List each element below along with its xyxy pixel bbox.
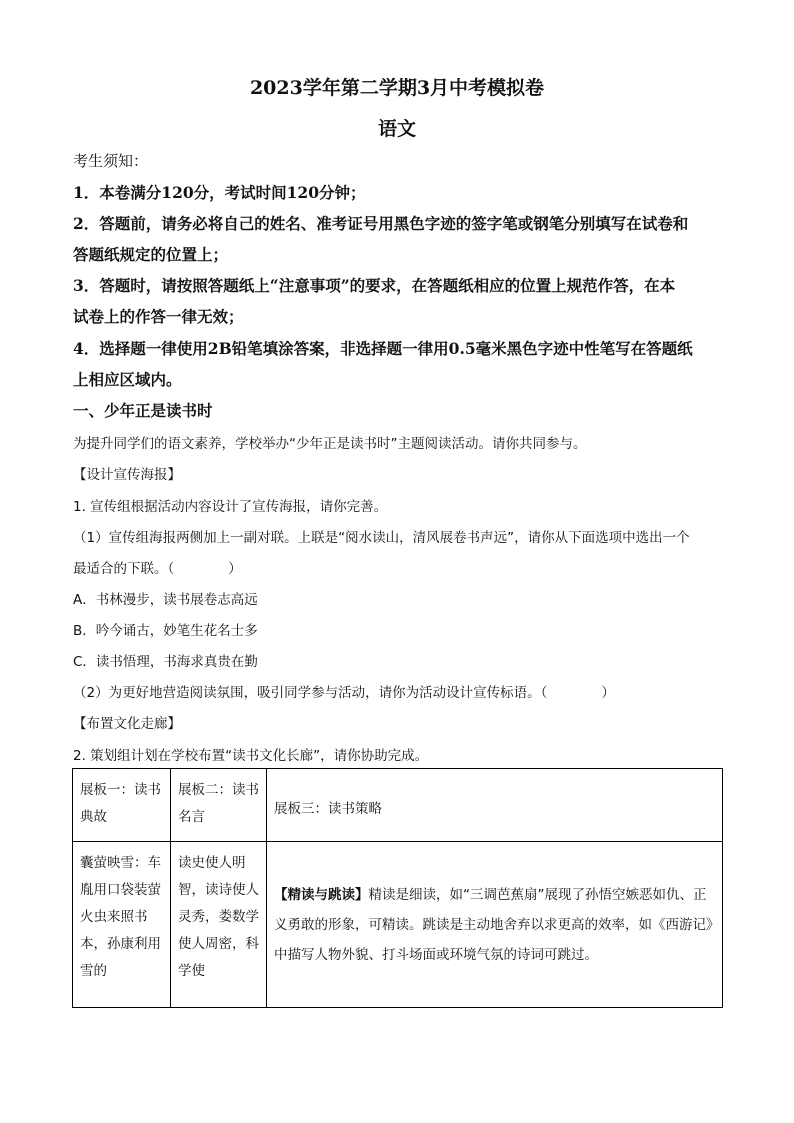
notice-line-4: 3．答题时，请按照答题纸上“注意事项”的要求，在答题纸相应的位置上规范作答，在本: [73, 276, 676, 295]
board-2-quote: 读史使人明智，读诗使人灵秀，娄数学使人周密，科学使: [171, 842, 267, 1008]
notice-line-5: 试卷上的作答一律无效；: [73, 307, 244, 326]
option-b: B．吟今诵古，妙笔生花名士多: [73, 623, 258, 639]
reading-boards-table: [72, 768, 723, 1008]
part-label-poster: 【设计宣传海报】: [73, 467, 181, 483]
table-row: [73, 842, 723, 1008]
board-1-header: 展板一：读书典故: [73, 769, 171, 842]
strategy-tag: 【精读与跳读】: [274, 886, 369, 903]
notice-line-1: 1．本卷满分120分，考试时间120分钟；: [73, 183, 366, 202]
question-1: 1. 宣传组根据活动内容设计了宣传海报，请你完善。: [73, 499, 388, 515]
notice-line-7: 上相应区域内。: [73, 370, 182, 389]
section-intro: 为提升同学们的语文素养，学校举办“少年正是读书时”主题阅读活动。请你共同参与。: [73, 436, 587, 452]
notice-line-2: 2．答题前，请务必将自己的姓名、准考证号用黑色字迹的签字笔或钢笔分别填写在试卷和: [73, 214, 689, 233]
section-heading: 一、少年正是读书时: [73, 401, 213, 420]
question-2: 2. 策划组计划在学校布置“读书文化长廊”，请你协助完成。: [73, 748, 429, 764]
option-c: C．读书悟理，书海求真贵在勤: [73, 654, 258, 670]
board-3-header: 展板三：读书策略: [267, 769, 723, 842]
notice-line-3: 答题纸规定的位置上；: [73, 245, 229, 264]
notice-heading: 考生须知：: [73, 152, 149, 170]
subject-title: 语文: [377, 118, 416, 140]
board-2-header: 展板二：读书名言: [171, 769, 267, 842]
question-1-1-line-2: 最适合的下联。（ ）: [73, 561, 242, 577]
part-label-corridor: 【布置文化走廊】: [73, 716, 181, 732]
notice-line-6: 4．选择题一律使用2B铅笔填涂答案，非选择题一律用0.5毫米黑色字迹中性笔写在答题纸: [73, 339, 693, 358]
option-a: A．书林漫步，读书展卷志高远: [73, 592, 258, 608]
board-3-strategy: [267, 842, 723, 1008]
table-header-row: [73, 769, 723, 842]
board-1-story: 囊萤映雪：车胤用口袋装萤火虫来照书本，孙康利用雪的: [73, 842, 171, 1008]
strategy-text: 精读是细读，如“三调芭蕉扇”展现了孙悟空嫉恶如仇、正义勇敢的形象，可精读。跳读是主动地舍弃以求更高的效率，如《西游记》中描写人物外貌、打斗场面或环境气氛的诗词可跳过。: [274, 886, 713, 963]
question-1-2: （2）为更好地营造阅读氛围，吸引同学参与活动，请你为活动设计宣传标语。（ ）: [73, 685, 615, 701]
question-1-1-line-1: （1）宣传组海报两侧加上一副对联。上联是“阅水读山，清风展卷书声远”，请你从下面选项中选出一个: [73, 530, 690, 546]
exam-title: 2023学年第二学期3月中考模拟卷: [249, 77, 545, 99]
